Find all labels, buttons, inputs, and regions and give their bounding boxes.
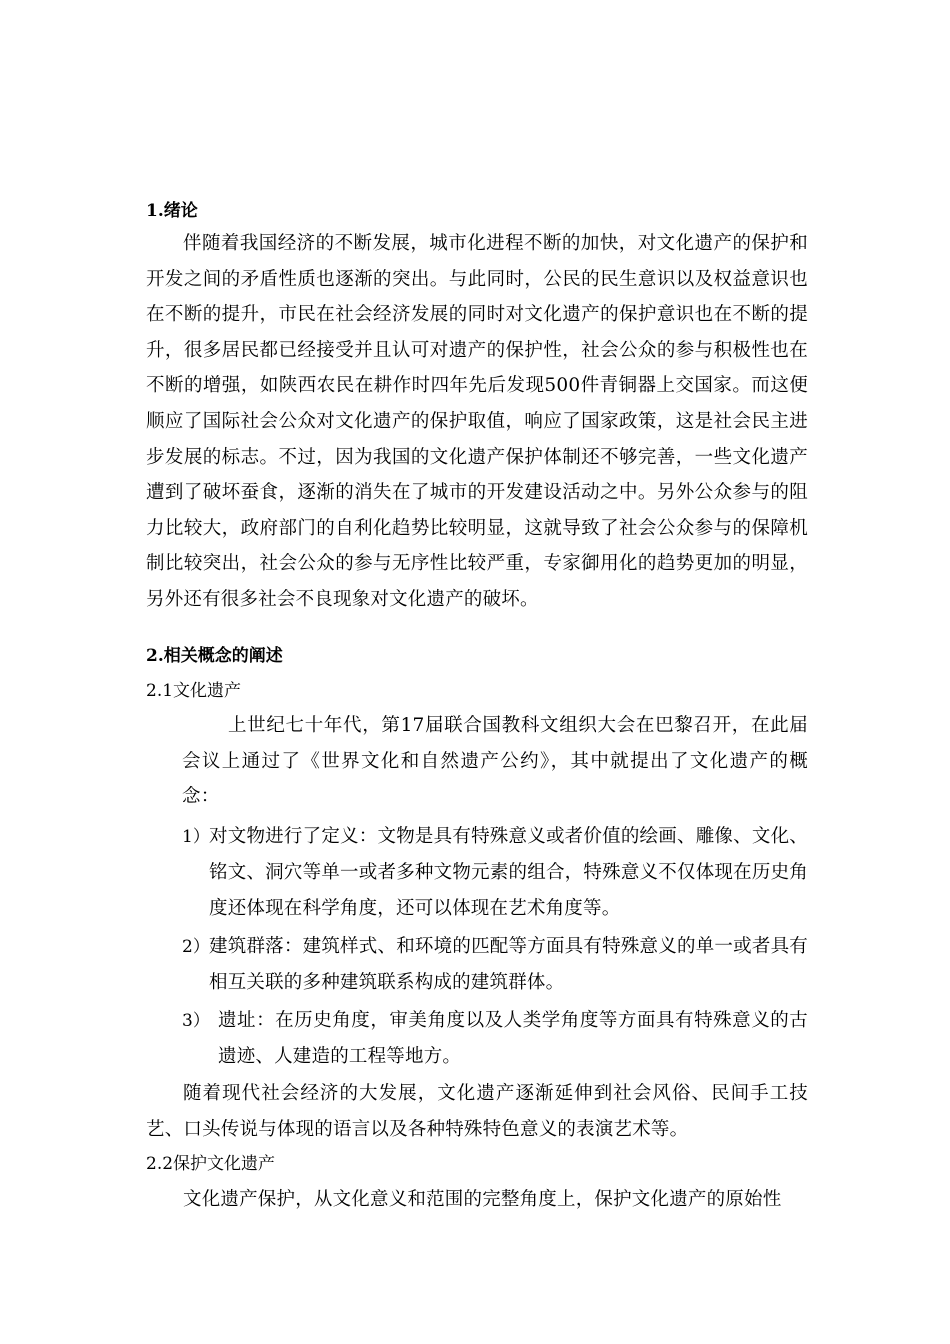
section-1-heading: 1.绪论	[146, 201, 198, 221]
list-item-1-number: 1）	[182, 827, 210, 847]
section-2-1-closing: 随着现代社会经济的大发展，文化遗产逐渐延伸到社会风俗、民间手工技艺、口头传说与体现的语言以及各种特殊特色意义的表演艺术等。	[146, 1083, 808, 1140]
list-item-1-text: 对文物进行了定义：文物是具有特殊意义或者价值的绘画、雕像、文化、铭文、洞穴等单一或者多种文物元素的组合，特殊意义不仅体现在历史角度还体现在科学角度，还可以体现在艺术角度等。	[209, 826, 808, 919]
section-2-2-heading: 2.2保护文化遗产	[146, 1154, 276, 1174]
section-2-1-heading: 2.1文化遗产	[146, 681, 242, 701]
list-item-3-text: 遗址：在历史角度，审美角度以及人类学角度等方面具有特殊意义的古遗迹、人建造的工程等地方。	[218, 1010, 808, 1067]
section-2-heading: 2.相关概念的阐述	[146, 646, 283, 666]
section-1-paragraph: 伴随着我国经济的不断发展，城市化进程不断的加快，对文化遗产的保护和开发之间的矛盾性质也逐渐的突出。与此同时，公民的民生意识以及权益意识也在不断的提升，市民在社会经济发展的同时对文化遗产的保护意识也在不断的提升，很多居民都已经接受并且认可对遗产的保护性，社会公众的参与积极性也在不断的增强，如陕西农民在耕作时四年先后发现500件青铜器上交国家。而这便顺应了国际社会公众对文化遗产的保护取值，响应了国家政策，这是社会民主进步发展的标志。不过，因为我国的文化遗产保护体制还不够完善，一些文化遗产遭到了破坏蚕食，逐渐的消失在了城市的开发建设活动之中。另外公众参与的阻力比较大，政府部门的自利化趋势比较明显，这就导致了社会公众参与的保障机制比较突出，社会公众的参与无序性比较严重，专家御用化的趋势更加的明显，另外还有很多社会不良现象对文化遗产的破坏。	[146, 233, 808, 610]
list-item-2-text: 建筑群落：建筑样式、和环境的匹配等方面具有特殊意义的单一或者具有相互关联的多种建筑联系构成的建筑群体。	[209, 936, 808, 993]
list-item-2-number: 2）	[182, 937, 210, 957]
section-2-1-intro: 上世纪七十年代，第17届联合国教科文组织大会在巴黎召开，在此届会议上通过了《世界文化和自然遗产公约》，其中就提出了文化遗产的概念：	[182, 715, 808, 808]
list-item-3-number: 3）	[182, 1011, 210, 1031]
section-2-2-paragraph: 文化遗产保护，从文化意义和范围的完整角度上，保护文化遗产的原始性	[183, 1189, 782, 1210]
